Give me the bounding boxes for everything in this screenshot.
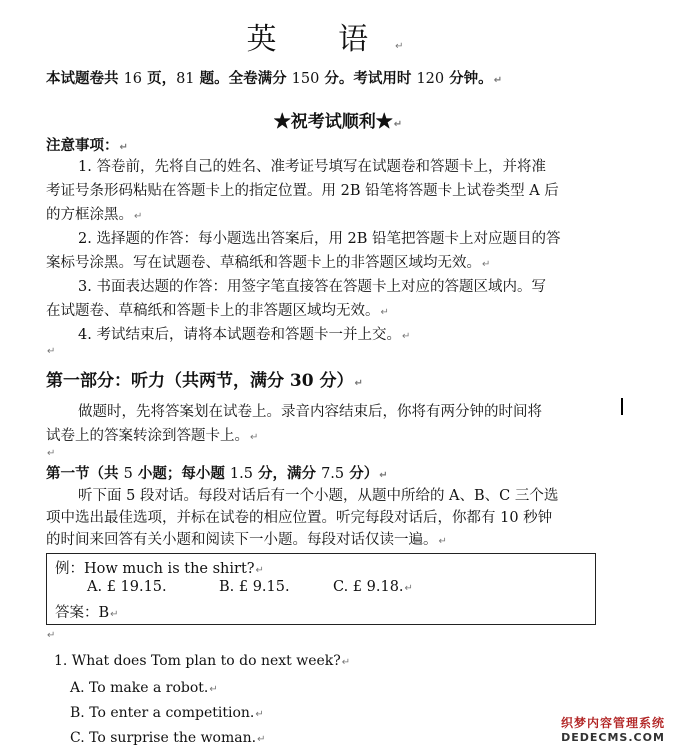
example-question-text: How much is the shirt? [84,561,255,577]
part1-heading-text: 第一部分：听力（共两节，满分 30 分） [46,371,354,391]
notes-heading-text: 注意事项： [46,137,119,154]
example-option-c: C. £ 9.18. [333,579,404,595]
paragraph-mark: ↵ [257,734,266,745]
note-text: 2. 选择题的作答：每小题选出答案后，用 2B 铅笔把答题卡上对应题目的答 [78,231,561,247]
example-option-a: A. £ 19.15. [87,579,167,595]
paragraph-mark: ↵ [119,142,128,153]
section1-heading-text: 小题；每小题 [132,465,230,482]
part1-intro-line [78,400,542,421]
page-count: 16 [123,71,143,87]
paragraph-mark: ↵ [482,259,491,270]
note-line [46,203,142,224]
exam-info [46,67,502,88]
question-1-option [70,680,218,696]
note-line [78,275,546,296]
paragraph-mark: ↵ [110,609,119,620]
section1-total: 7.5 [321,466,345,482]
exam-info-text: 页， [142,70,177,87]
site-watermark [554,714,672,748]
note-text: 在试题卷、草稿纸和答题卡上的非答题区域均无效。 [46,303,380,319]
note-text: 4. 考试结束后，请将本试题卷和答题卡一并上交。 [78,327,401,343]
paragraph-mark: ↵ [493,75,503,86]
question-1-option [70,705,264,721]
example-box [46,553,596,625]
paragraph-mark: ↵ [47,346,56,357]
watermark-line2: DEDECMS.COM [561,731,665,744]
section1-heading-text: 第一节（共 [46,465,124,482]
question-1-option [70,730,265,746]
paragraph-mark: ↵ [47,630,56,641]
question-1-stem [54,653,350,669]
question-1-option-a: A. To make a robot. [70,680,209,696]
paragraph-mark: ↵ [209,684,218,695]
note-text: 考证号条形码粘贴在答题卡上的指定位置。用 2B 铅笔将答题卡上试卷类型 A 后 [46,183,559,199]
section1-instruction-line [46,506,552,527]
exam-info-text: 题。全卷满分 [194,70,292,87]
example-answer-label: 答案： [55,605,99,621]
section1-instruction-text: 的时间来回答有关小题和阅读下一小题。每段对话仅读一遍。 [46,532,438,548]
page-title [0,14,676,58]
section1-heading-text: 分） [344,465,379,482]
question-1-stem-text: 1. What does Tom plan to do next week? [54,653,341,669]
part1-intro-text: 做题时，先将答案划在试卷上。录音内容结束后，你将有两分钟的时间将 [78,404,542,420]
question-1-option-c: C. To surprise the woman. [70,730,257,746]
part1-intro-text: 试卷上的答案转涂到答题卡上。 [46,428,249,444]
example-answer-value: B [98,605,110,621]
part1-heading [46,366,363,391]
note-text: 的方框涂黑。 [46,207,133,223]
section1-heading-text: 分，满分 [252,465,322,482]
note-line [46,299,389,320]
paragraph-mark: ↵ [401,331,411,342]
note-text: 1. 答卷前，先将自己的姓名、准考证号填写在试题卷和答题卡上，并将准 [78,159,546,175]
note-text: 案标号涂黑。写在试题卷、草稿纸和答题卡上的非答题区域均无效。 [46,255,481,271]
example-option-b: B. £ 9.15. [219,579,290,595]
empty-line [46,444,55,460]
paragraph-mark: ↵ [341,657,351,668]
note-line [78,323,410,344]
section1-count: 5 [123,466,133,482]
section1-instruction-line [78,484,558,505]
title-text: 英 语 [246,22,395,57]
example-option [333,579,413,595]
exam-info-text: 本试题卷共 [46,70,124,87]
paragraph-mark: ↵ [134,211,143,222]
exam-info-text: 分钟。 [444,70,493,87]
wish-text: ★祝考试顺利★ [273,112,393,132]
example-label: 例： [55,561,84,577]
section1-instruction-text: 听下面 5 段对话。每段对话后有一个小题，从题中所给的 A、B、C 三个选 [78,488,559,504]
part1-intro-line [46,424,258,445]
example-option [87,579,167,595]
empty-line [46,342,55,358]
paragraph-mark: ↵ [255,709,264,720]
note-line [46,179,559,200]
section1-points: 1.5 [229,466,253,482]
exam-info-text: 分。考试用时 [319,70,417,87]
paragraph-mark: ↵ [250,432,259,443]
notes-heading [46,134,128,155]
paragraph-mark: ↵ [255,565,264,576]
good-luck-banner [0,107,676,132]
paragraph-mark: ↵ [393,119,403,130]
note-line [46,251,490,272]
example-question [55,557,264,578]
paragraph-mark: ↵ [379,470,388,481]
text-cursor [621,398,623,415]
question-1-option-b: B. To enter a competition. [70,705,255,721]
watermark-line1: 织梦内容管理系统 [560,716,665,730]
paragraph-mark: ↵ [395,41,430,52]
empty-line [46,626,55,642]
question-count: 81 [176,71,195,87]
paragraph-mark: ↵ [380,307,389,318]
exam-minutes: 120 [416,71,445,87]
paragraph-mark: ↵ [438,536,447,547]
paragraph-mark: ↵ [404,583,413,594]
total-score: 150 [291,71,320,87]
paragraph-mark: ↵ [47,448,56,459]
section1-heading [46,462,388,483]
note-line [78,227,561,248]
note-line [78,155,546,176]
section1-instruction-text: 项中选出最佳选项，并标在试卷的相应位置。听完每段对话后，你都有 10 秒钟 [46,510,553,526]
note-text: 3. 书面表达题的作答：用签字笔直接答在答题卡上对应的答题区域内。写 [78,279,546,295]
example-option [219,579,290,595]
section1-instruction-line [46,528,447,549]
paragraph-mark: ↵ [354,378,363,389]
example-answer [55,601,119,622]
